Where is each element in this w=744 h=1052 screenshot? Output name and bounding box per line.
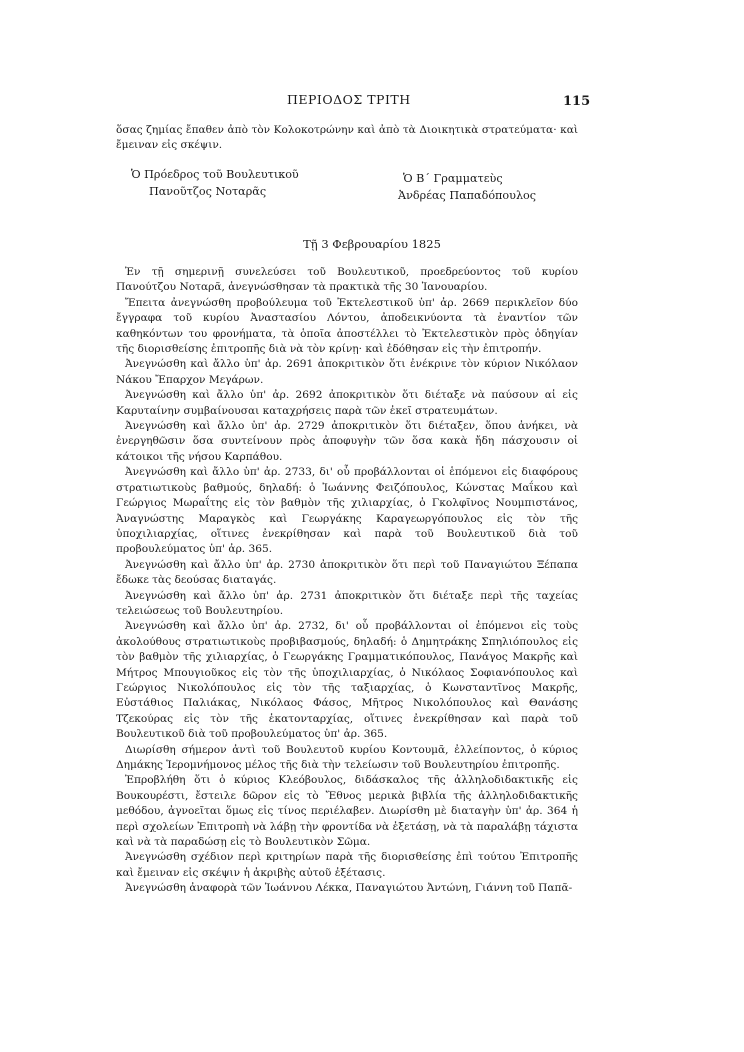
paragraph: Ἐν τῇ σημερινῇ συνελεύσει τοῦ Βουλευτικοῦ, προεδρεύοντος τοῦ κυρίου Πανούτζου Νοταρᾶ, ἀνεγνώσθησαν τὰ πρακτικὰ τῆς 30 Ἰανουαρίου. [116,266,578,294]
signature-president [131,166,299,200]
paragraph: Ἀνεγνώσθη καὶ ἄλλο ὑπ' ἀρ. 2729 ἀποκριτικὸν ὅτι διέταξεν, ὅπου ἀνήκει, νὰ ἐνεργηθῶσιν ὅσα συντείνουν πρὸς ἀποφυγὴν τῶν ὅσα κακὰ ἤδη πάσχουσιν οἱ κάτοικοι τῆς νήσου Καρπάθου. [116,420,578,463]
paragraph: Ἀνεγνώσθη καὶ ἄλλο ὑπ' ἀρ. 2691 ἀποκριτικὸν ὅτι ἐνέκρινε τὸν κύριον Νικόλαον Νάκου Ἔπαρχον Μεγάρων. [116,358,578,386]
session-date-heading: Τῇ 3 Φεβρουαρίου 1825 [303,237,441,251]
paragraph: Ἀνεγνώσθη καὶ ἄλλο ὑπ' ἀρ. 2733, δι' οὗ προβάλλονται οἱ ἑπόμενοι εἰς διαφόρους στρατιωτικοὺς βαθμούς, δηλαδή: ὁ Ἰωάννης Φειζόπουλος, Κώνστας Μαΐκου καὶ Γεώργιος Μωραΐτης εἰς τὸν βαθμὸν τῆς χιλιαρχίας, ὁ Γκολφῖνος Νουμπιστάνος, Ἀναγνώστης Μαραγκὸς καὶ Γεωργάκης Καραγεωργόπουλος εἰς τὸν τῆς ὑποχιλιαρχίας, οἵτινες ἐνεκρίθησαν καὶ παρὰ τοῦ Βουλευτικοῦ διὰ τοῦ προβουλεύματος ὑπ' ἀρ. 365. [116,466,578,556]
paragraph: Ἔπειτα ἀνεγνώσθη προβούλευμα τοῦ Ἐκτελεστικοῦ ὑπ' ἀρ. 2669 περικλεῖον δύο ἔγγραφα τοῦ κυρίου Ἀναστασίου Λόντου, ἀποδεικνύοντα τὰ ἐναντίον τῶν καθηκόντων του φρονήματα, τὰ ὁποῖα ἀποστέλλει τὸ Ἐκτελεστικὸν πρὸς ὁδηγίαν τῆς διορισθείσης ἐπιτροπῆς διὰ νὰ τὸν κρίνῃ· καὶ ἐδόθησαν εἰς τὴν ἐπιτροπήν. [116,296,578,356]
intro-text: ὅσας ζημίας ἔπαθεν ἀπὸ τὸν Κολοκοτρώνην καὶ ἀπὸ τὰ Διοικητικὰ στρατεύματα· καὶ ἔμειναν εἰς σκέψιν. [116,124,578,152]
signature-secretary [398,170,536,204]
paragraph: Ἀνεγνώσθη καὶ ἄλλο ὑπ' ἀρ. 2731 ἀποκριτικὸν ὅτι διέταξε περὶ τῆς ταχείας τελειώσεως τοῦ Βουλευτηρίου. [116,589,578,617]
paragraph: Ἀνεγνώσθη καὶ ἄλλο ὑπ' ἀρ. 2730 ἀποκριτικὸν ὅτι περὶ τοῦ Παναγιώτου Ξέπαπα ἔδωκε τὰς δεούσας διαταγάς. [116,558,578,587]
paragraph: Διωρίσθη σήμερον ἀντὶ τοῦ Βουλευτοῦ κυρίου Κοντουμᾶ, ἐλλείποντος, ὁ κύριος Δημάκης Ἱερομνήμονος μέλος τῆς διὰ τὴν τελείωσιν τοῦ Βουλευτηρίου ἐπιτροπῆς. [116,743,578,771]
session-minutes [116,265,578,897]
running-title: ΠΕΡΙΟΔΟΣ ΤΡΙΤΗ [287,92,411,107]
signature-president-name: Πανοῦτζος Νοταρᾶς [149,185,267,198]
paragraph: Ἀνεγνώσθη ἀναφορὰ τῶν Ἰωάννου Λέκκα, Παναγιώτου Ἀντώνη, Γιάννη τοῦ Παπᾶ- [125,882,573,895]
signature-secretary-title: Ὁ Β΄ Γραμματεὺς [403,172,503,185]
signature-secretary-name: Ἀνδρέας Παπαδόπουλος [398,189,537,202]
paragraph: Ἀνεγνώσθη σχέδιον περὶ κριτηρίων παρὰ τῆς διορισθείσης ἐπὶ τούτου Ἐπιτροπῆς καὶ ἔμειναν εἰς σκέψιν ἡ ἀκριβὴς αὐτοῦ ἐξέτασις. [116,851,578,879]
paragraph: Ἀνεγνώσθη καὶ ἄλλο ὑπ' ἀρ. 2732, δι' οὗ προβάλλονται οἱ ἑπόμενοι εἰς τοὺς ἀκολούθους στρατιωτικοὺς προβιβασμούς, δηλαδή: ὁ Δημητράκης Σπηλιόπουλος εἰς τὸν βαθμὸν τῆς χιλιαρχίας, ὁ Γεωργάκης Γραμματικόπουλος, Πανάγος Μακρῆς καὶ Μήτρος Μπουγιοῦκος εἰς τὸν τῆς ὑποχιλιαρχίας, ὁ Νικόλαος Σοφιανόπουλος καὶ Γεώργιος Νικολόπουλος εἰς τὸν τῆς ταξιαρχίας, ὁ Κωνσταντῖνος Μακρῆς, Εὐστάθιος Παλιάκας, Νικόλαος Φάσος, Μῆτρος Νικολόπουλος καὶ Θανάσης Τζεκούρας εἰς τὸν τῆς ἑκατονταρχίας, οἵτινες ἐνεκρίθησαν καὶ παρὰ τοῦ Βουλευτικοῦ διὰ τοῦ προβουλεύματος ὑπ' ἀρ. 365. [116,620,578,741]
paragraph: Ἀνεγνώσθη καὶ ἄλλο ὑπ' ἀρ. 2692 ἀποκριτικὸν ὅτι διέταξε νὰ παύσουν αἱ εἰς Καρυταίνην συμβαίνουσαι καταχρήσεις παρὰ τῶν ἐκεῖ στρατευμάτων. [116,389,578,417]
intro-paragraph [116,123,578,154]
page-number: 115 [563,94,591,109]
signature-president-title: Ὁ Πρόεδρος τοῦ Βουλευτικοῦ [131,168,299,181]
paragraph: Ἐπροβλήθη ὅτι ὁ κύριος Κλεόβουλος, διδάσκαλος τῆς ἀλληλοδιδακτικῆς εἰς Βουκουρέστι, ἔστειλε δῶρον εἰς τὸ Ἔθνος μερικὰ βιβλία τῆς ἀλληλοδιδακτικῆς μεθόδου, ἀγνοεῖται ὅμως εἰς τίνος περιέλαβεν. Διωρίσθη μὲ διαταγὴν ὑπ' ἀρ. 364 ἡ περὶ σχολείων Ἐπιτροπὴ νὰ λάβῃ τὴν φροντίδα νὰ ἐξετάσῃ, νὰ τὰ παραλάβῃ τάχιστα καὶ νὰ τὰ παραδώσῃ εἰς τὸ Βουλευτικὸν Σῶμα. [116,774,578,849]
